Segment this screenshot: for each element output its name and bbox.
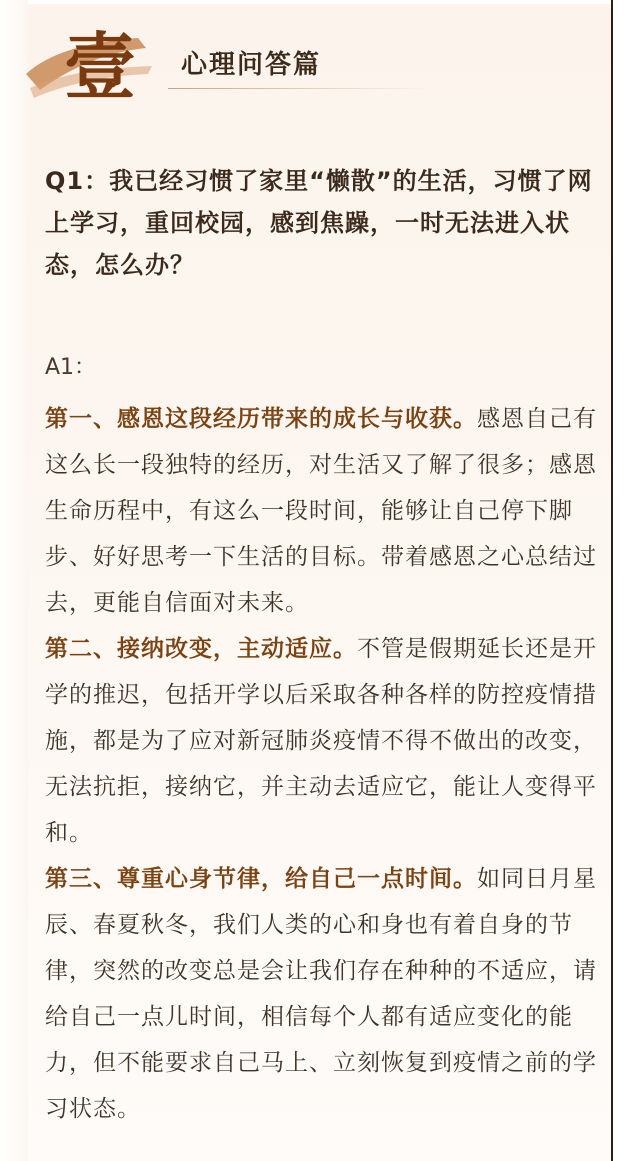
paragraph-text: 如同日月星辰、春夏秋冬，我们人类的心和身也有着自身的节律，突然的改变总是会让我们存在种种的不适应，请给自己一点儿时间，相信每个人都有适应变化的能力，但不能要求自己马上、立刻恢复到疫情之前的学习状态。	[45, 866, 597, 1122]
right-border-line	[611, 0, 613, 1161]
paragraph-lead: 第一、感恩这段经历带来的成长与收获。	[45, 406, 477, 432]
paragraph-text: 不管是假期延长还是开学的推迟，包括开学以后采取各种各样的防控疫情措施，都是为了应对新冠肺炎疫情不得不做出的改变，无法抗拒，接纳它，并主动去适应它，能让人变得平和。	[45, 636, 597, 846]
question-text: Q1：我已经习惯了家里“懒散”的生活，习惯了网上学习，重回校园，感到焦躁，一时无法进入状态，怎么办？	[45, 167, 593, 279]
answer-label: A1：	[45, 355, 97, 380]
section-title: 心理问答篇	[181, 50, 322, 80]
answer-paragraph-1	[45, 396, 600, 626]
paragraph-text: 感恩自己有这么长一段独特的经历，对生活又了解了很多；感恩生命历程中，有这么一段时间，能够让自己停下脚步、好好思考一下生活的目标。带着感恩之心总结过去，更能自信面对未来。	[45, 406, 597, 616]
title-underline	[168, 88, 428, 89]
paragraph-lead: 第二、接纳改变，主动适应。	[45, 636, 357, 662]
section-number-char: 壹	[64, 24, 137, 109]
answer-paragraph-2	[45, 626, 600, 856]
paragraph-lead: 第三、尊重心身节律，给自己一点时间。	[45, 866, 477, 892]
answer-paragraph-3	[45, 856, 600, 1132]
answer-body	[45, 396, 600, 1132]
left-margin	[0, 0, 28, 1161]
section-number-emblem	[20, 12, 160, 112]
